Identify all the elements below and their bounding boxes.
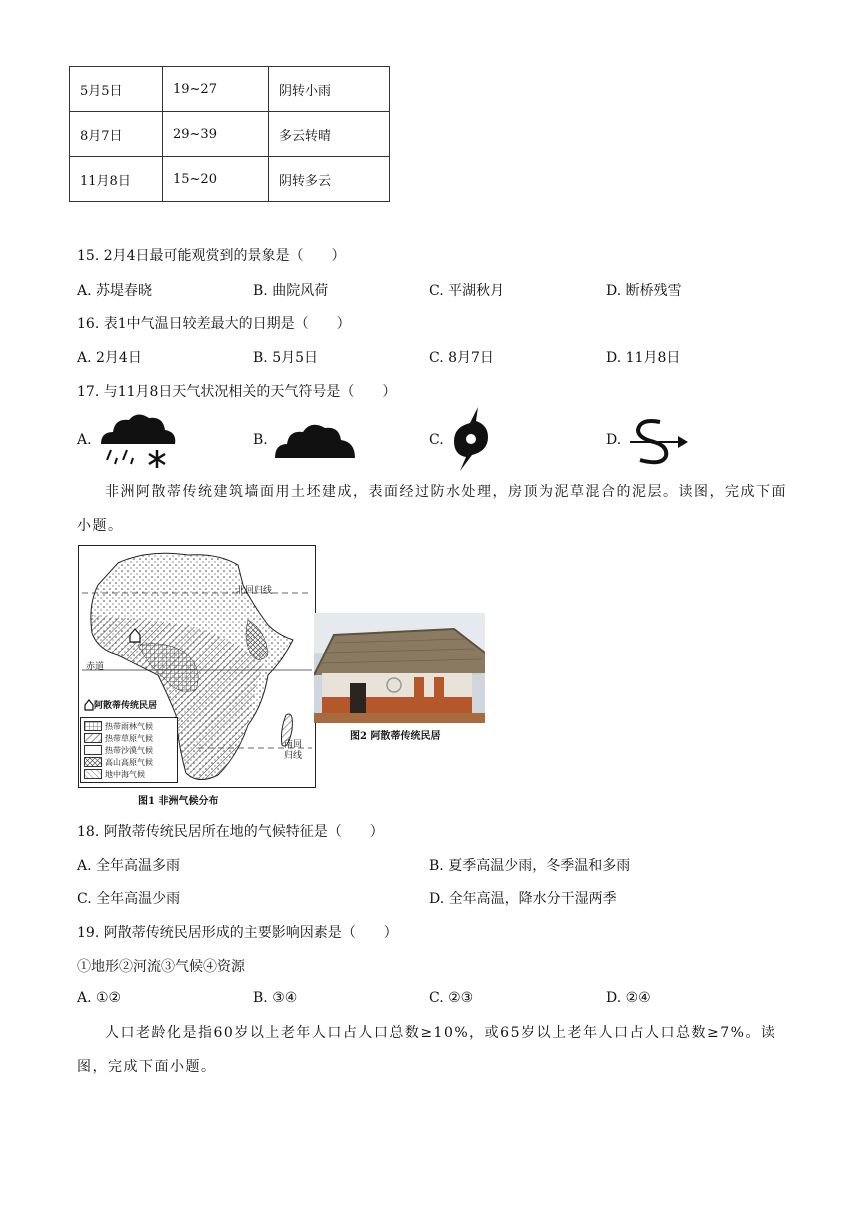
q18-option-a[interactable]: A. 全年高温多雨 (77, 858, 181, 874)
question-19-stem: 19. 阿散蒂传统民居形成的主要影响因素是（ ） (77, 925, 398, 941)
rain-snow-cloud-icon (97, 410, 179, 470)
legend-item (84, 756, 174, 768)
q18-option-c[interactable]: C. 全年高温少雨 (77, 891, 181, 907)
q17-option-a[interactable]: A. (77, 432, 92, 448)
tropic-south-label: 南回归线 (284, 740, 303, 761)
house-marker-text: 阿散蒂传统民居 (94, 701, 158, 711)
q19-option-d[interactable]: D. ②④ (606, 990, 651, 1006)
legend-label: 热带雨林气候 (105, 721, 153, 731)
table-cell-temp: 15~20 (163, 157, 269, 202)
q17-option-c[interactable]: C. (429, 432, 444, 448)
q16-option-b[interactable]: B. 5月5日 (253, 350, 319, 366)
table-cell-weather: 阴转多云 (269, 157, 390, 202)
question-17-stem: 17. 与11月8日天气状况相关的天气符号是（ ） (77, 384, 397, 400)
desert-swatch (84, 745, 102, 755)
legend-label: 热带草原气候 (105, 733, 153, 743)
table-cell-date: 8月7日 (70, 112, 163, 157)
ashanti-house-photo (314, 613, 485, 723)
house-marker-label (84, 698, 157, 711)
q17-option-d[interactable]: D. (606, 432, 622, 448)
table-row (70, 67, 390, 112)
passage-aging: 人口老龄化是指60岁以上老年人口占人口总数≥10%，或65岁以上老年人口占人口总数≥7%。读图，完成下面小题。 (77, 1025, 777, 1075)
overcast-cloud-icon (273, 418, 357, 460)
q19-option-c[interactable]: C. ②③ (429, 990, 474, 1006)
table-row (70, 112, 390, 157)
q16-option-c[interactable]: C. 8月7日 (429, 350, 494, 366)
figure1-caption: 图1 非洲气候分布 (138, 796, 219, 807)
q19-option-b[interactable]: B. ③④ (253, 990, 298, 1006)
passage-africa: 非洲阿散蒂传统建筑墙面用土坯建成，表面经过防水处理，房顶为泥草混合的泥层。读图，完成下面小题。 (77, 484, 787, 534)
q15-option-a[interactable]: A. 苏堤春晓 (77, 283, 153, 299)
q15-option-d[interactable]: D. 断桥残雪 (606, 283, 682, 299)
table-cell-date: 5月5日 (70, 67, 163, 112)
q15-option-b[interactable]: B. 曲院风荷 (253, 283, 329, 299)
q16-option-d[interactable]: D. 11月8日 (606, 350, 681, 366)
legend-label: 地中海气候 (105, 769, 145, 779)
table-cell-date: 11月8日 (70, 157, 163, 202)
tropic-north-label: 北回归线 (236, 586, 273, 596)
q19-option-a[interactable]: A. ①② (77, 990, 122, 1006)
legend-label: 热带沙漠气候 (105, 745, 153, 755)
question-18-stem: 18. 阿散蒂传统民居所在地的气候特征是（ ） (77, 824, 384, 840)
table-cell-weather: 阴转小雨 (269, 67, 390, 112)
highland-swatch (84, 757, 102, 767)
question-19-factors: ①地形②河流③气候④资源 (77, 959, 245, 975)
figure2-caption: 图2 阿散蒂传统民居 (350, 731, 441, 742)
rainforest-swatch (84, 721, 102, 731)
savanna-swatch (84, 733, 102, 743)
question-16-stem: 16. 表1中气温日较差最大的日期是（ ） (77, 316, 351, 332)
q18-option-b[interactable]: B. 夏季高温少雨，冬季温和多雨 (429, 858, 631, 874)
mediterranean-swatch (84, 769, 102, 779)
equator-label: 赤道 (86, 662, 105, 672)
legend-item (84, 732, 174, 744)
wind-direction-icon (626, 416, 690, 468)
legend-item (84, 720, 174, 732)
map-legend (80, 717, 178, 783)
house-icon (84, 699, 94, 711)
q18-option-d[interactable]: D. 全年高温，降水分干湿两季 (429, 891, 617, 907)
typhoon-icon (448, 405, 494, 473)
legend-label: 高山高原气候 (105, 757, 153, 767)
table-cell-temp: 29~39 (163, 112, 269, 157)
legend-item (84, 744, 174, 756)
q17-option-b[interactable]: B. (253, 432, 268, 448)
table-row (70, 157, 390, 202)
weather-table (69, 66, 390, 202)
table-cell-weather: 多云转晴 (269, 112, 390, 157)
q16-option-a[interactable]: A. 2月4日 (77, 350, 142, 366)
legend-item (84, 768, 174, 780)
question-15-stem: 15. 2月4日最可能观赏到的景象是（ ） (77, 248, 346, 264)
q15-option-c[interactable]: C. 平湖秋月 (429, 283, 505, 299)
table-cell-temp: 19~27 (163, 67, 269, 112)
